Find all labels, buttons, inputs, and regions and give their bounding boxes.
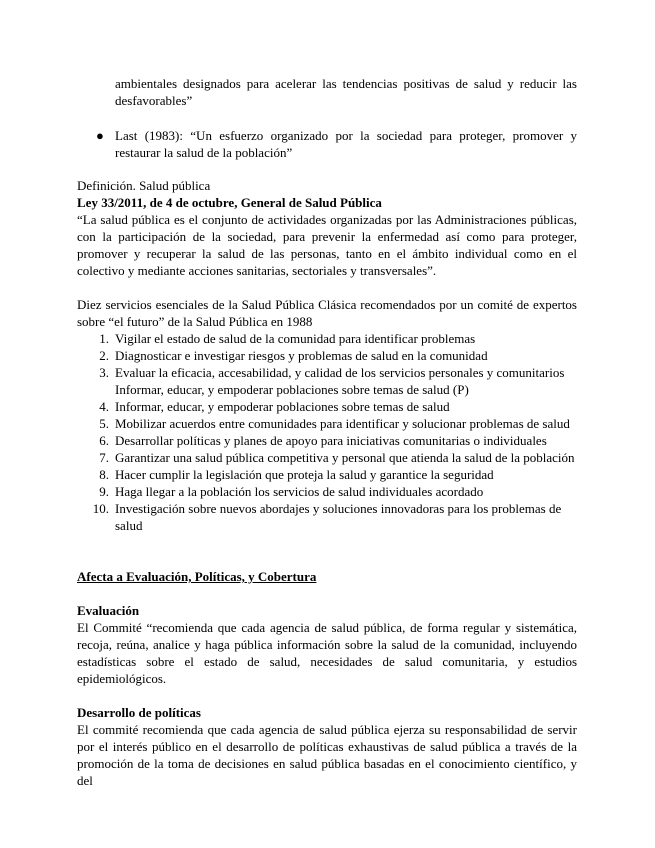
list-item <box>77 415 577 432</box>
list-item-number: 10. <box>92 501 109 516</box>
list-item-text: Desarrollar políticas y planes de apoyo para iniciativas comunitarias o individuales <box>115 433 547 448</box>
list-item-number: 4. <box>99 399 109 414</box>
politicas-text: El commité recomienda que cada agencia de salud pública ejerza su responsabilidad de servir por el interés público en el desarrollo de políticas exhaustivas de salud pública a través de la promoción de la toma de decisiones en salud pública basadas en el conocimiento científico, y del <box>77 722 577 788</box>
definition-heading: Definición. Salud pública <box>77 178 211 193</box>
list-item-text: Vigilar el estado de salud de la comunidad para identificar problemas <box>115 331 476 346</box>
list-item-number: 2. <box>99 348 109 363</box>
list-item <box>77 500 577 534</box>
evaluacion-heading: Evaluación <box>77 603 140 618</box>
list-item <box>77 364 577 398</box>
bullet-text: Last (1983): “Un esfuerzo organizado por la sociedad para proteger, promover y restaurar la salud de la población” <box>115 128 577 160</box>
list-item-number: 8. <box>99 467 109 482</box>
list-item <box>77 330 577 347</box>
politicas-heading: Desarrollo de políticas <box>77 705 201 720</box>
list-item-number: 9. <box>99 484 109 499</box>
list-item-text: Mobilizar acuerdos entre comunidades para identificar y solucionar problemas de salud <box>115 416 570 431</box>
list-item-number: 5. <box>99 416 109 431</box>
list-item <box>77 398 577 415</box>
list-item-text: Haga llegar a la población los servicios de salud individuales acordado <box>115 484 484 499</box>
continuation-paragraph: ambientales designados para acelerar las tendencias positivas de salud y reducir las desfavorables” <box>115 76 577 108</box>
bullet-icon: ● <box>96 128 104 143</box>
list-item-text: Informar, educar, y empoderar poblaciones sobre temas de salud <box>115 399 450 414</box>
law-title: Ley 33/2011, de 4 de octubre, General de Salud Pública <box>77 195 382 210</box>
law-quote: “La salud pública es el conjunto de actividades organizadas por las Administraciones públicas, con la participación de la sociedad, para prevenir la enfermedad así como para proteger, promover y recuperar la salud de las personas, tanto en el ámbito individual como en el colectivo y mediante acciones sanitarias, sectoriales y transversales”. <box>77 212 577 278</box>
services-list <box>77 330 577 534</box>
list-item <box>77 347 577 364</box>
list-item-number: 6. <box>99 433 109 448</box>
section-title: Afecta a Evaluación, Políticas, y Cobertura <box>77 569 317 584</box>
list-item-text: Hacer cumplir la legislación que proteja la salud y garantice la seguridad <box>115 467 494 482</box>
services-intro: Diez servicios esenciales de la Salud Pública Clásica recomendados por un comité de expertos sobre “el futuro” de la Salud Pública en 1988 <box>77 297 577 329</box>
list-item <box>77 449 577 466</box>
list-item <box>77 483 577 500</box>
document-page <box>77 75 577 789</box>
list-item-text: Investigación sobre nuevos abordajes y soluciones innovadoras para los problemas de salud <box>115 501 562 533</box>
list-item-text: Diagnosticar e investigar riesgos y problemas de salud en la comunidad <box>115 348 488 363</box>
list-item <box>77 432 577 449</box>
list-item-text: Evaluar la eficacia, accesabilidad, y calidad de los servicios personales y comunitarios Informar, educar, y empoderar poblaciones sobre temas de salud (P) <box>115 365 565 397</box>
list-item-number: 3. <box>99 365 109 380</box>
list-item <box>77 466 577 483</box>
bullet-item <box>77 127 577 161</box>
evaluacion-text: El Commité “recomienda que cada agencia de salud pública, de forma regular y sistemática, recoja, reúna, analice y haga pública información sobre la salud de la comunidad, incluyendo estadísticas sobre el estado de salud, necesidades de salud comunitaria, y estudios epidemiológicos. <box>77 620 577 686</box>
list-item-number: 7. <box>99 450 109 465</box>
list-item-number: 1. <box>99 331 109 346</box>
list-item-text: Garantizar una salud pública competitiva y personal que atienda la salud de la población <box>115 450 575 465</box>
